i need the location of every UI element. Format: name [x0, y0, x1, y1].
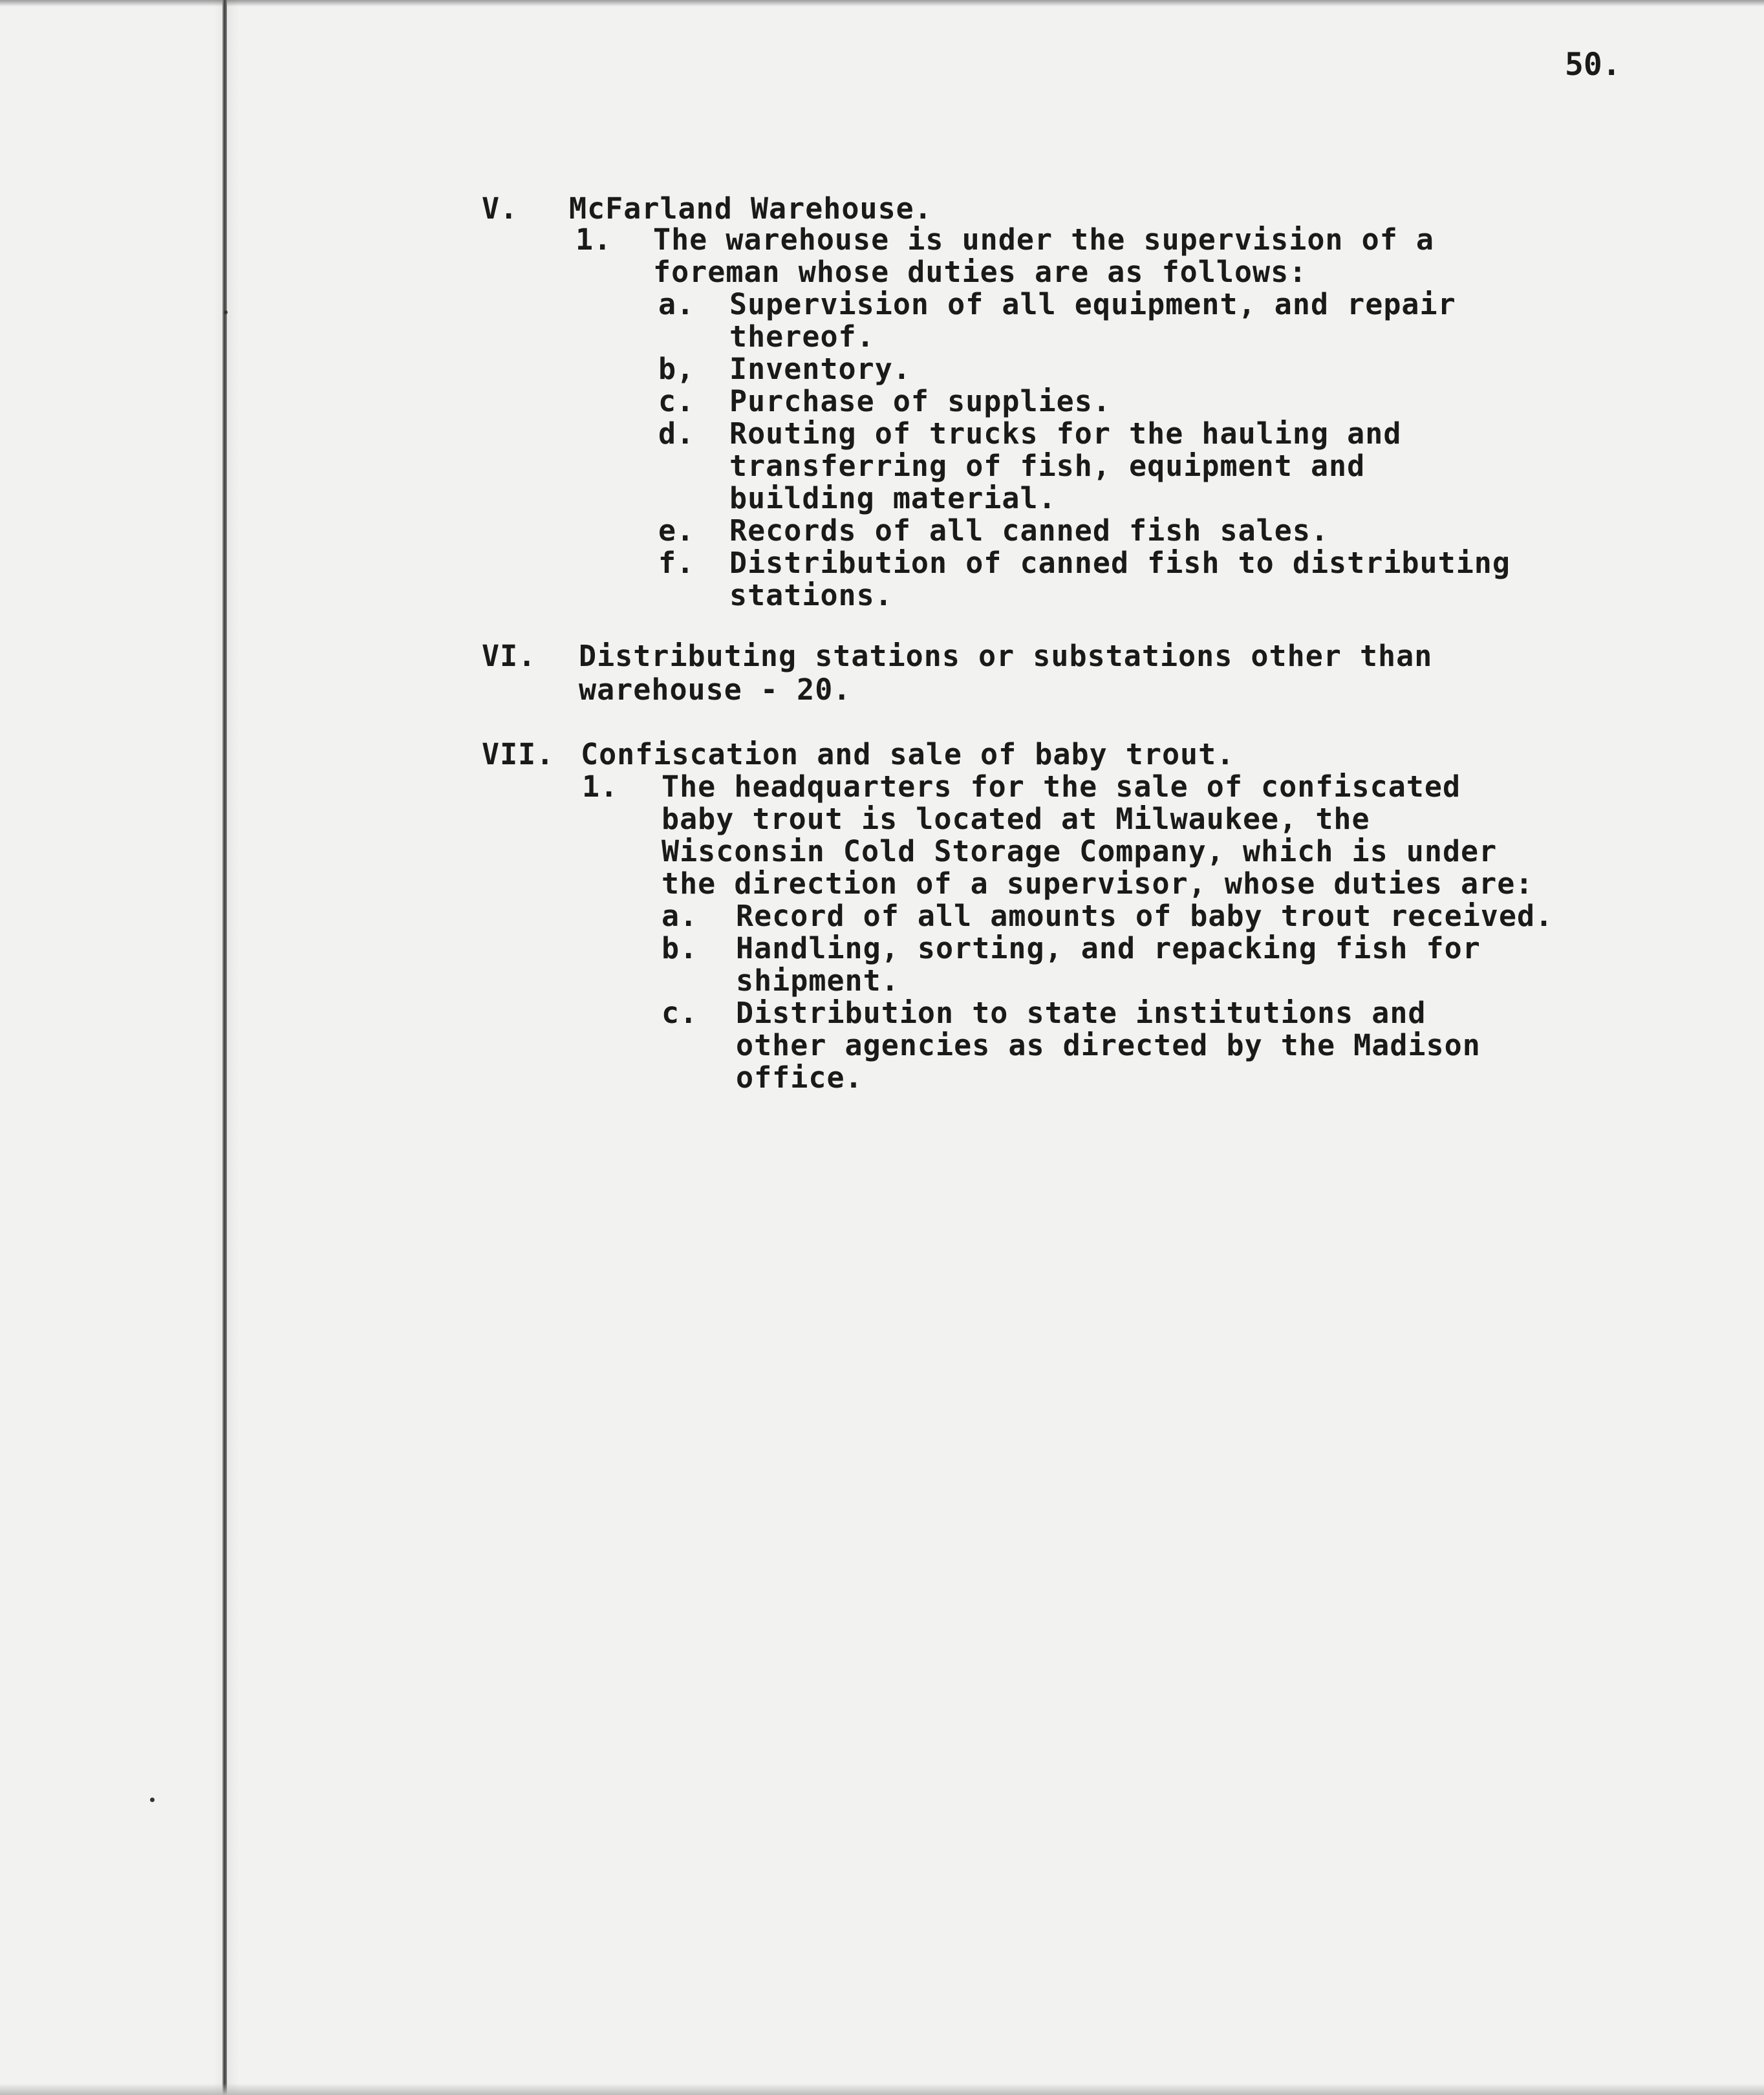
- duty-text-line: Routing of trucks for the hauling and: [729, 416, 1402, 451]
- item-text-line: the direction of a supervisor, whose duties are:: [662, 866, 1534, 901]
- duty-letter: e.: [658, 513, 695, 548]
- section-heading: Distributing stations or substations other than: [579, 639, 1433, 673]
- section-heading: Confiscation and sale of baby trout.: [581, 737, 1235, 771]
- page-number: 50.: [1565, 47, 1621, 83]
- item-text-line: baby trout is located at Milwaukee, the: [662, 802, 1370, 836]
- ink-speck: [224, 310, 228, 314]
- duty-text-line: Distribution of canned fish to distributing: [729, 546, 1511, 580]
- duty-text-line: Records of all canned fish sales.: [729, 513, 1329, 548]
- section-heading: McFarland Warehouse.: [569, 191, 932, 226]
- duty-letter: d.: [658, 416, 695, 451]
- item-text-line: The headquarters for the sale of confiscated: [662, 769, 1461, 804]
- duty-text-line: transferring of fish, equipment and: [729, 449, 1366, 483]
- duty-letter: a.: [662, 899, 698, 933]
- section-heading-cont: warehouse - 20.: [579, 672, 852, 707]
- duty-text-line: building material.: [729, 481, 1057, 515]
- duty-letter: a.: [658, 287, 695, 321]
- duty-letter: c.: [662, 996, 698, 1030]
- duty-text-line: Handling, sorting, and repacking fish for: [736, 931, 1481, 965]
- duty-text-line: Inventory.: [729, 352, 911, 386]
- duty-text-line: Purchase of supplies.: [729, 384, 1111, 418]
- duty-text-line: Distribution to state institutions and: [736, 996, 1426, 1030]
- duty-letter: b.: [662, 931, 698, 965]
- duty-letter: c.: [658, 384, 695, 418]
- duty-letter: f.: [658, 546, 695, 580]
- duty-text-line: office.: [736, 1060, 863, 1095]
- duty-text-line: Record of all amounts of baby trout received.: [736, 899, 1554, 933]
- duty-letter: b,: [658, 352, 695, 386]
- duty-text-line: thereof.: [729, 319, 875, 354]
- item-text-line: Wisconsin Cold Storage Company, which is under: [662, 834, 1498, 868]
- item-number: 1.: [575, 222, 612, 257]
- binding-line: [222, 0, 227, 2095]
- page-top-edge: [0, 0, 1764, 6]
- duty-text-line: stations.: [729, 578, 893, 612]
- section-numeral: V.: [482, 191, 519, 226]
- duty-text-line: Supervision of all equipment, and repair: [729, 287, 1456, 321]
- ink-speck: [150, 1798, 155, 1802]
- duty-text-line: other agencies as directed by the Madison: [736, 1028, 1481, 1062]
- section-numeral: VI.: [482, 639, 537, 673]
- section-numeral: VII.: [482, 737, 555, 771]
- item-number: 1.: [582, 769, 619, 804]
- item-text-line: foreman whose duties are as follows:: [653, 255, 1307, 289]
- page-bottom-edge: [0, 2083, 1764, 2095]
- duty-text-line: shipment.: [736, 963, 899, 998]
- item-text-line: The warehouse is under the supervision of a: [653, 222, 1434, 257]
